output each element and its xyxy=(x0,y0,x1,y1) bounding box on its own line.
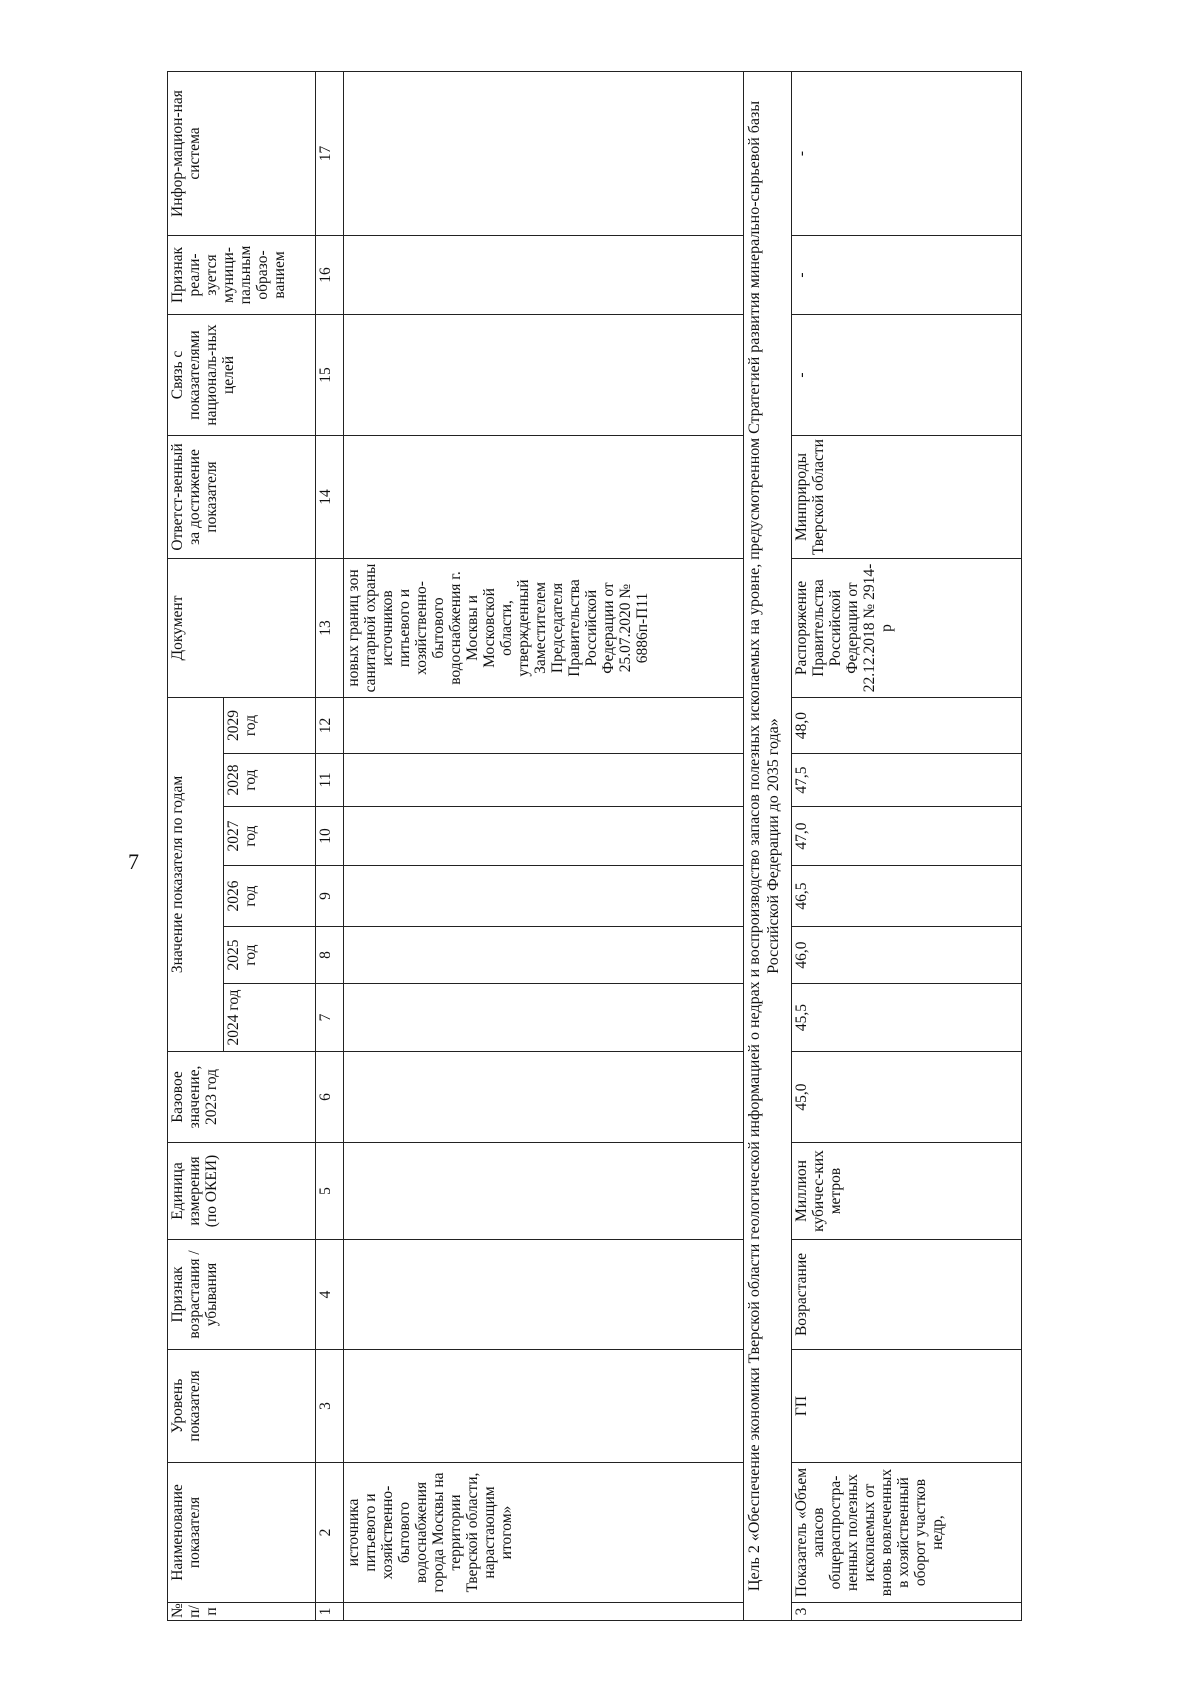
column-number: 17 xyxy=(316,71,344,235)
header-info-system: Инфор-мацион-ная система xyxy=(168,71,316,235)
indicator-municipal: - xyxy=(792,235,1022,314)
header-link: Связь с показателями националь-ных целей xyxy=(168,314,316,435)
indicator-table xyxy=(167,71,1022,1621)
column-number: 10 xyxy=(316,807,344,866)
header-base: Базовое значение, 2023 год xyxy=(168,1052,316,1143)
indicator-value: 47,0 xyxy=(792,807,1022,866)
header-year: 2026 год xyxy=(224,866,316,927)
indicator-unit xyxy=(344,1143,744,1240)
column-number: 6 xyxy=(316,1052,344,1143)
header-year: 2027 год xyxy=(224,807,316,866)
header-year: 2025 год xyxy=(224,927,316,984)
column-number: 8 xyxy=(316,927,344,984)
indicator-sign xyxy=(344,1240,744,1350)
header-year: 2024 год xyxy=(224,984,316,1052)
column-number-row xyxy=(316,71,344,1620)
indicator-name: Показатель «Объем запасов общераспростра-ненных полезных ископаемых от вновь вовлеченных в хозяйственный оборот участков недр, xyxy=(792,1463,1022,1603)
table-row xyxy=(344,71,744,1620)
column-number: 14 xyxy=(316,435,344,558)
indicator-document: Распоряжение Правительства Российской Федерации от 22.12.2018 № 2914-р xyxy=(792,558,1022,697)
indicator-value xyxy=(344,807,744,866)
indicator-value: 48,0 xyxy=(792,697,1022,753)
header-year: 2029 год xyxy=(224,697,316,753)
indicator-municipal xyxy=(344,235,744,314)
column-number: 15 xyxy=(316,314,344,435)
column-number: 9 xyxy=(316,866,344,927)
indicator-level xyxy=(344,1350,744,1463)
column-number: 16 xyxy=(316,235,344,314)
header-sign: Признак возрастания /убывания xyxy=(168,1240,316,1350)
indicator-value xyxy=(344,866,744,927)
column-number: 5 xyxy=(316,1143,344,1240)
indicator-level: ГП xyxy=(792,1350,1022,1463)
indicator-value: 46,0 xyxy=(792,927,1022,984)
column-number: 12 xyxy=(316,697,344,753)
column-number: 2 xyxy=(316,1463,344,1603)
indicator-responsible: Минприроды Тверской области xyxy=(792,435,1022,558)
indicator-document: новых границ зон санитарной охраны источников питьевого и хозяйственно-бытового водоснабжения г. Москвы и Московской области, утвержденный Заместителем Председателя Правительства Российской Федерации от 25.07.2020 № 6886п-П11 xyxy=(344,558,744,697)
header-num: № п/п xyxy=(168,1603,316,1621)
header-document: Документ xyxy=(168,558,316,697)
column-number: 13 xyxy=(316,558,344,697)
indicator-link: - xyxy=(792,314,1022,435)
header-year: 2028 год xyxy=(224,754,316,807)
column-number: 11 xyxy=(316,754,344,807)
indicator-value xyxy=(344,697,744,753)
indicator-link xyxy=(344,314,744,435)
indicator-name: источника питьевого и хозяйственно-бытового водоснабжения города Москвы на территории Тверской области, нарастающим итогом» xyxy=(344,1463,744,1603)
header-values-by-year: Значение показателя по годам xyxy=(168,697,224,1051)
indicator-value: 47,5 xyxy=(792,754,1022,807)
row-num xyxy=(344,1603,744,1621)
indicator-info-system: - xyxy=(792,71,1022,235)
indicator-sign: Возрастание xyxy=(792,1240,1022,1350)
indicator-value xyxy=(344,984,744,1052)
indicator-value xyxy=(344,754,744,807)
indicator-value xyxy=(344,927,744,984)
indicator-base: 45,0 xyxy=(792,1052,1022,1143)
table-row xyxy=(792,71,1022,1620)
indicator-unit: Миллион кубичес-ких метров xyxy=(792,1143,1022,1240)
goal-heading: Цель 2 «Обеспечение экономики Тверской области геологической информацией о недрах и воспроизводство запасов полезных ископаемых на уровне, предусмотренном Стратегией развития минерально-сырьевой базы Российской Федерации до 2035 года» xyxy=(744,71,792,1620)
header-name: Наименование показателя xyxy=(168,1463,316,1603)
indicator-responsible xyxy=(344,435,744,558)
column-number: 3 xyxy=(316,1350,344,1463)
header-unit: Единица измерения (по ОКЕИ) xyxy=(168,1143,316,1240)
column-number: 7 xyxy=(316,984,344,1052)
header-municipal: Признак реали-зуется муници-пальным образо-ванием xyxy=(168,235,316,314)
indicator-base xyxy=(344,1052,744,1143)
column-number: 1 xyxy=(316,1603,344,1621)
rotated-table-container xyxy=(167,91,1085,1621)
column-number: 4 xyxy=(316,1240,344,1350)
row-num: 3 xyxy=(792,1603,1022,1621)
indicator-value: 45,5 xyxy=(792,984,1022,1052)
indicator-info-system xyxy=(344,71,744,235)
header-responsible: Ответст-венный за достижение показателя xyxy=(168,435,316,558)
header-level: Уровень показателя xyxy=(168,1350,316,1463)
page-number: 7 xyxy=(128,849,139,874)
indicator-value: 46,5 xyxy=(792,866,1022,927)
